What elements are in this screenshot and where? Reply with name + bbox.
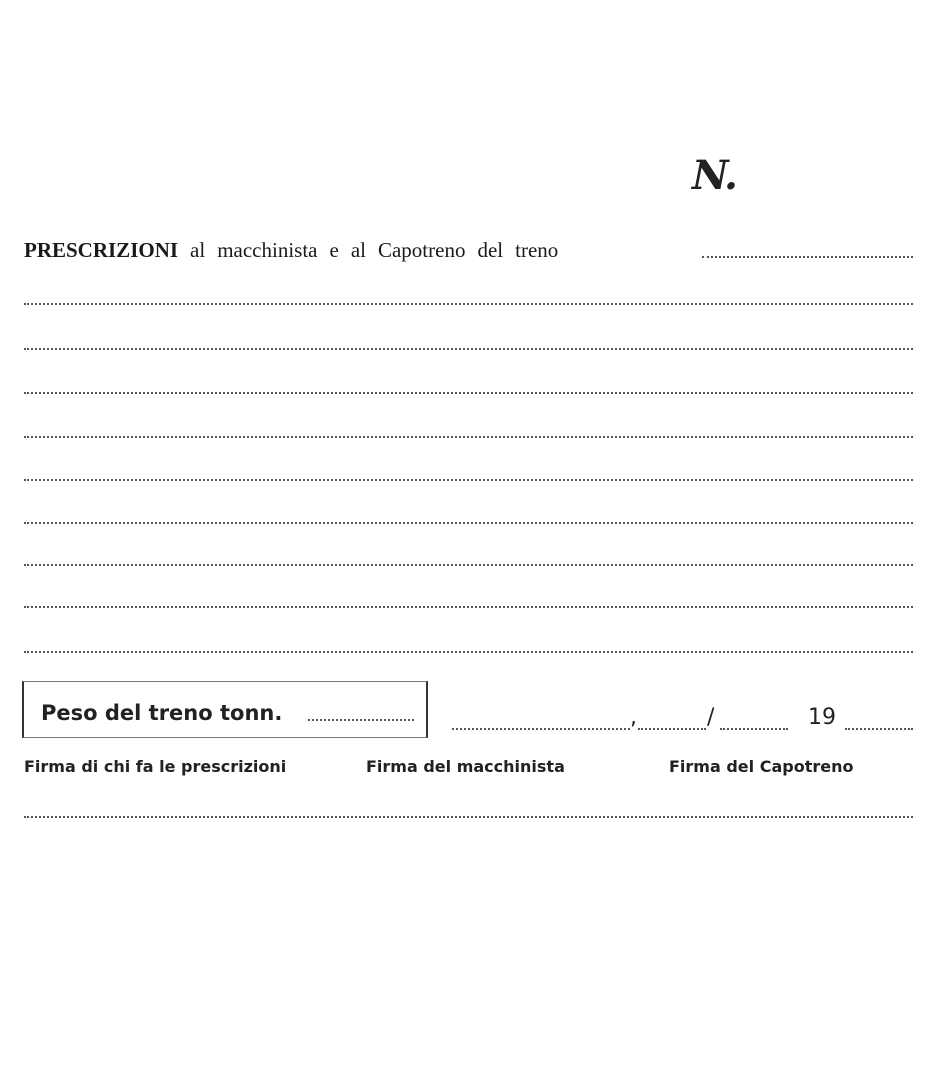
heading-word: e	[329, 238, 339, 262]
signature-label-conductor: Firma del Capotreno	[669, 757, 854, 776]
date-year-field[interactable]	[845, 728, 913, 730]
prescription-line[interactable]	[24, 303, 913, 305]
heading-word: al	[350, 238, 366, 262]
heading-word: al	[190, 238, 206, 262]
signature-line[interactable]	[24, 816, 913, 818]
prescription-line[interactable]	[24, 651, 913, 653]
date-year-prefix: 19	[808, 705, 836, 730]
date-slash: /	[707, 705, 715, 730]
prescription-line[interactable]	[24, 392, 913, 394]
prescription-line[interactable]	[24, 436, 913, 438]
prescription-line[interactable]	[24, 606, 913, 608]
prescription-line[interactable]	[24, 479, 913, 481]
date-comma: ,	[630, 705, 637, 730]
signature-label-prescriber: Firma di chi fa le prescrizioni	[24, 757, 287, 776]
train-weight-box	[22, 681, 428, 738]
heading-word: macchinista	[217, 238, 318, 262]
date-month-field[interactable]	[720, 728, 788, 730]
heading-word: treno	[515, 238, 559, 262]
date-day-field[interactable]	[638, 728, 706, 730]
train-weight-label: Peso del treno tonn.	[41, 701, 283, 725]
train-number-field[interactable]	[702, 256, 913, 258]
heading-word: Capotreno	[377, 238, 466, 262]
train-weight-field[interactable]	[308, 719, 414, 721]
prescriptions-heading	[24, 238, 558, 263]
signature-label-driver: Firma del macchinista	[366, 757, 565, 776]
heading-word: del	[477, 238, 504, 262]
form-number-mark: N.	[692, 152, 736, 199]
date-place-field[interactable]	[452, 728, 630, 730]
prescription-line[interactable]	[24, 348, 913, 350]
prescription-line[interactable]	[24, 522, 913, 524]
heading-bold-word: PRESCRIZIONI	[24, 238, 179, 262]
prescription-line[interactable]	[24, 564, 913, 566]
